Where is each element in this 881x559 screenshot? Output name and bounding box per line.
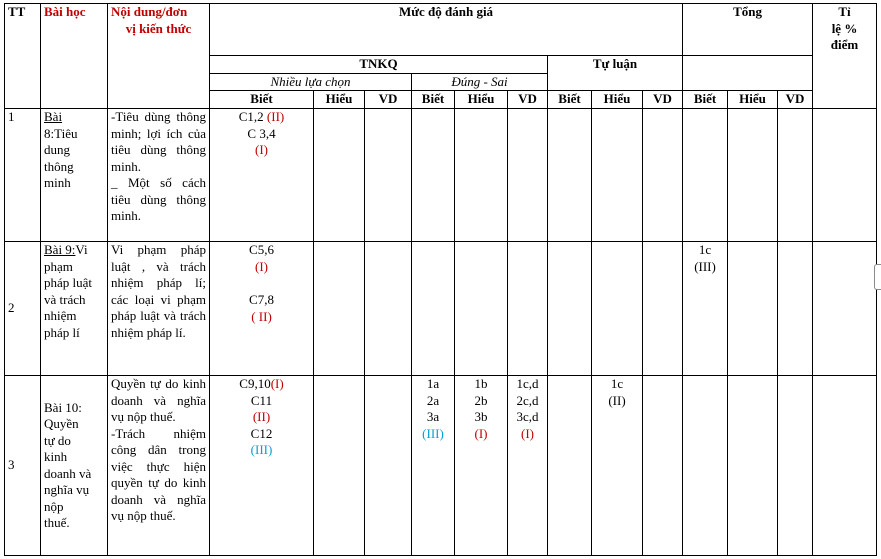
cell-empty — [813, 376, 877, 556]
cell-empty — [455, 109, 508, 242]
header-tong: Tổng — [683, 4, 813, 56]
level-nlc-biet: Biết — [210, 91, 314, 109]
level-tag: (III) — [250, 442, 273, 457]
bai-line: pháp luật — [44, 275, 93, 290]
bai-line: Vi — [75, 242, 88, 257]
level-nlc-hieu: Hiểu — [314, 91, 365, 109]
header-ti-le-line2: lệ % — [831, 20, 858, 36]
level-tag: ( II) — [251, 308, 272, 324]
header-dung-sai: Đúng - Sai — [412, 73, 548, 91]
row-tt: 3 — [5, 376, 41, 556]
cell-empty — [683, 109, 728, 242]
question-ref: 2a — [426, 392, 440, 408]
cell-empty — [728, 109, 778, 242]
header-muc-do: Mức độ đánh giá — [210, 4, 683, 56]
question-ref: C 3,4 — [247, 125, 276, 141]
level-tag: (I) — [521, 425, 534, 441]
row-bai-hoc — [41, 376, 108, 556]
level-tl-vd: VD — [643, 91, 683, 109]
cell-empty — [455, 242, 508, 376]
noi-dung-text: Vi phạm pháp luật , và trách nhiệm pháp lí; các loại vi phạm pháp luật và trách nhiệm pháp lí. — [111, 242, 206, 340]
header-noi-dung-line2: vị kiến thức — [125, 20, 192, 36]
cell-empty — [548, 376, 592, 556]
header-tt: TT — [5, 4, 41, 109]
cell-empty — [548, 242, 592, 376]
bai-line: doanh và — [44, 465, 92, 481]
cell-empty — [508, 242, 548, 376]
header-tnkq: TNKQ — [210, 56, 548, 74]
level-tag: (II) — [266, 109, 285, 124]
row-bai-hoc — [41, 242, 108, 376]
header-nhieu-lua-chon: Nhiều lựa chọn — [210, 73, 412, 91]
header-ti-le-line1: Tỉ — [838, 4, 851, 19]
header-ti-le-line3: điểm — [830, 37, 859, 52]
question-ref: C12 — [250, 425, 273, 441]
level-tag: (III) — [694, 258, 716, 274]
cell-empty — [643, 242, 683, 376]
bai-line: nghĩa vụ — [44, 482, 90, 497]
cell-empty — [314, 242, 365, 376]
level-tong-hieu: Hiểu — [728, 91, 778, 109]
row-tt: 2 — [5, 242, 41, 376]
level-ds-hieu: Hiểu — [455, 91, 508, 109]
noi-dung-text: _ Một số cách tiêu dùng thông minh. — [111, 175, 206, 223]
question-ref: 3a — [426, 409, 440, 424]
level-nlc-vd: VD — [365, 91, 412, 109]
row-tt: 1 — [5, 109, 41, 242]
bai-line: Bài — [44, 109, 63, 124]
cell-empty — [813, 242, 877, 376]
header-noi-dung-line1: Nội dung/đơn — [111, 4, 188, 19]
cell-ds-biet — [412, 376, 455, 556]
question-ref: 1c,d — [516, 376, 539, 391]
cell-nlc-biet — [210, 376, 314, 556]
cell-tl-vd — [683, 242, 728, 376]
bai-line: kinh — [44, 449, 68, 464]
row-noi-dung — [108, 242, 210, 376]
question-ref: 2c,d — [516, 392, 539, 408]
cell-ds-hieu — [455, 376, 508, 556]
bai-line: Bài 9: — [44, 242, 76, 257]
cell-empty — [314, 376, 365, 556]
table-row — [5, 242, 877, 376]
bai-line: thuế. — [44, 515, 70, 530]
question-ref: 1b — [474, 376, 488, 391]
level-tong-vd: VD — [778, 91, 813, 109]
row-noi-dung — [108, 109, 210, 242]
level-ds-vd: VD — [508, 91, 548, 109]
question-ref: 2b — [474, 392, 488, 408]
header-noi-dung — [108, 4, 210, 109]
cell-empty — [508, 109, 548, 242]
header-tong-blank — [683, 56, 813, 91]
cell-empty — [778, 376, 813, 556]
cell-empty — [365, 242, 412, 376]
cell-empty — [365, 376, 412, 556]
cell-nlc-biet — [210, 242, 314, 376]
cell-empty — [728, 242, 778, 376]
question-ref: 3b — [474, 409, 488, 424]
bai-line: 8:Tiêu — [44, 125, 78, 141]
question-ref: C7,8 — [249, 292, 274, 307]
level-ds-biet: Biết — [412, 91, 455, 109]
question-ref: C5,6 — [249, 242, 274, 257]
level-tag: (I) — [474, 425, 488, 441]
question-ref: C11 — [250, 392, 273, 408]
question-ref: 3c,d — [516, 409, 539, 424]
level-tag: (III) — [422, 425, 444, 441]
header-bai-hoc: Bài học — [41, 4, 108, 109]
cell-empty — [728, 376, 778, 556]
table-row — [5, 376, 877, 556]
bai-line: minh — [44, 175, 71, 190]
bai-line: Bài 10: — [44, 399, 82, 415]
cell-ds-vd — [508, 376, 548, 556]
cell-empty — [643, 376, 683, 556]
cell-empty — [365, 109, 412, 242]
noi-dung-text: -Trách nhiệm công dân trong việc thực hiện quyền tự do kinh doanh và nghĩa vụ nộp thuế. — [111, 425, 206, 523]
noi-dung-text: -Tiêu dùng thông minh; lợi ích của tiêu dùng thông minh. — [111, 109, 206, 174]
cell-tl-hieu — [592, 376, 643, 556]
row-bai-hoc — [41, 109, 108, 242]
question-ref: C1,2 — [238, 109, 264, 124]
bai-line: thông — [44, 158, 74, 174]
cell-empty — [548, 109, 592, 242]
header-ti-le — [813, 4, 877, 109]
level-tl-biet: Biết — [548, 91, 592, 109]
cell-nlc-biet — [210, 109, 314, 242]
cell-empty — [592, 109, 643, 242]
assessment-matrix-table — [4, 3, 877, 556]
level-tl-hieu: Hiểu — [592, 91, 643, 109]
level-tag: (I) — [255, 258, 268, 274]
noi-dung-text: Quyền tự do kinh doanh và nghĩa vụ nộp thuế. — [111, 376, 206, 424]
table-row — [5, 109, 877, 242]
cell-empty — [778, 242, 813, 376]
cell-empty — [778, 109, 813, 242]
question-ref: 1c — [610, 376, 624, 391]
level-tag: (II) — [608, 392, 626, 408]
cell-empty — [314, 109, 365, 242]
row-noi-dung — [108, 376, 210, 556]
level-tag: (I) — [255, 142, 268, 157]
cell-empty — [813, 109, 877, 242]
bai-line: và trách — [44, 291, 86, 307]
cell-empty — [412, 242, 455, 376]
bai-line: nộp — [44, 498, 64, 514]
bai-line: tự do — [44, 432, 71, 448]
cell-empty — [683, 376, 728, 556]
question-ref: 1a — [426, 376, 440, 391]
page-edge-handle[interactable] — [874, 264, 881, 290]
cell-empty — [412, 109, 455, 242]
level-tag: (I) — [270, 376, 284, 391]
bai-line: Quyền — [44, 416, 79, 431]
cell-empty — [643, 109, 683, 242]
bai-line: nhiệm — [44, 308, 77, 323]
header-tu-luan: Tự luận — [548, 56, 683, 91]
level-tong-biet: Biết — [683, 91, 728, 109]
bai-line: pháp lí — [44, 324, 80, 340]
level-tag: (II) — [252, 409, 271, 424]
bai-line: phạm — [44, 258, 73, 274]
question-ref: C9,10 — [239, 376, 271, 391]
bai-line: dung — [44, 142, 70, 157]
question-ref: 1c — [698, 242, 712, 257]
cell-empty — [592, 242, 643, 376]
